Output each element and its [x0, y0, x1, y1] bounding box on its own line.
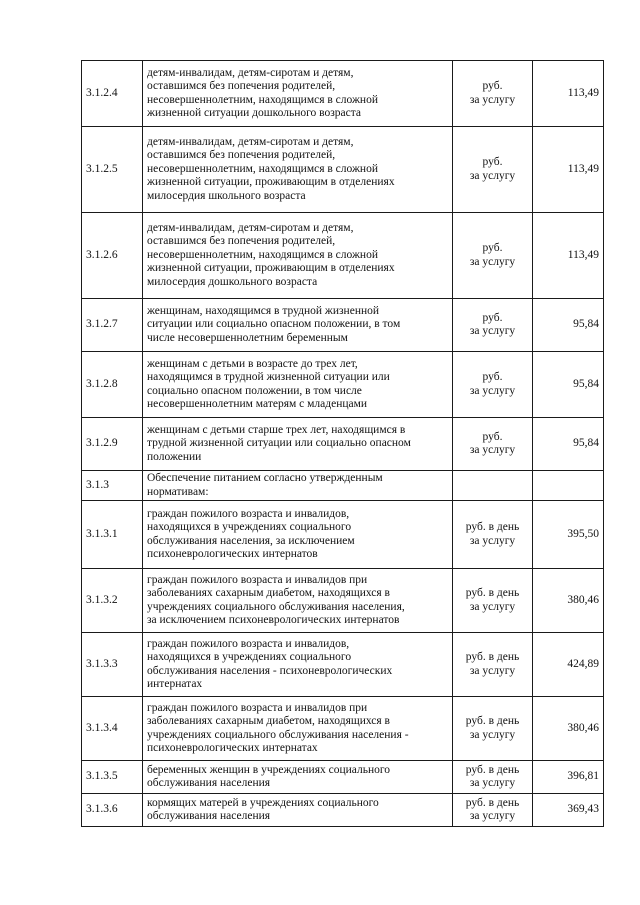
- row-unit: [453, 127, 533, 213]
- description-line: граждан пожилого возраста и инвалидов при: [147, 573, 368, 586]
- unit-line: руб.: [482, 242, 503, 254]
- table-row: [82, 61, 604, 127]
- description-line: учреждениях социального обслуживания населения,: [147, 600, 405, 613]
- description-line: кормящих матерей в учреждениях социального: [147, 796, 379, 809]
- row-code: 3.1.3.2: [82, 569, 143, 633]
- row-unit: [453, 299, 533, 352]
- unit-line: за услугу: [469, 444, 516, 456]
- table-row: [82, 794, 604, 827]
- description-line: заболеваниях сахарным диабетом, находящихся в: [147, 587, 390, 599]
- description-line: несовершеннолетним, находящимся в сложной: [147, 162, 378, 175]
- description-line: оставшимся без попечения родителей,: [147, 235, 336, 248]
- row-price: 95,84: [533, 352, 604, 418]
- description-line: психоневрологических интернатах: [147, 742, 318, 754]
- row-price: 380,46: [533, 569, 604, 633]
- description-line: обслуживания населения - психоневрологических: [147, 664, 393, 677]
- table-row: [82, 471, 604, 501]
- unit-line: за услугу: [469, 534, 516, 547]
- row-description: [143, 569, 453, 633]
- table-row: [82, 761, 604, 794]
- table-row: [82, 633, 604, 697]
- table-row: [82, 127, 604, 213]
- description-line: жизненной ситуации, проживающим в отделениях: [147, 176, 395, 189]
- unit-line: за услугу: [469, 777, 516, 789]
- unit-line: руб. в день: [465, 587, 520, 599]
- description-line: граждан пожилого возраста и инвалидов,: [147, 637, 350, 650]
- row-price: [533, 471, 604, 501]
- unit-line: за услугу: [469, 728, 516, 741]
- row-description: [143, 633, 453, 697]
- unit-line: руб.: [482, 311, 503, 324]
- table-row: [82, 213, 604, 299]
- description-line: оставшимся без попечения родителей,: [147, 80, 336, 92]
- row-price: 95,84: [533, 299, 604, 352]
- row-unit: [453, 418, 533, 471]
- table-row: [82, 418, 604, 471]
- description-line: несовершеннолетним, находящимся в сложной: [147, 248, 378, 261]
- row-unit: [453, 352, 533, 418]
- row-code: 3.1.3: [82, 471, 143, 501]
- tariff-table-body: [82, 61, 604, 827]
- unit-line: руб. в день: [465, 715, 520, 727]
- description-line: нормативам:: [147, 485, 209, 498]
- description-line: женщинам с детьми в возрасте до трех лет,: [147, 357, 358, 370]
- row-price: 396,81: [533, 761, 604, 794]
- unit-line: за услугу: [469, 384, 516, 397]
- description-line: женщинам, находящимся в трудной жизненной: [147, 304, 380, 317]
- row-code: 3.1.2.9: [82, 418, 143, 471]
- description-line: жизненной ситуации дошкольного возраста: [147, 107, 362, 119]
- row-description: [143, 697, 453, 761]
- row-code: 3.1.2.4: [82, 61, 143, 127]
- row-code: 3.1.2.8: [82, 352, 143, 418]
- row-code: 3.1.2.6: [82, 213, 143, 299]
- row-unit: [453, 61, 533, 127]
- row-unit: [453, 633, 533, 697]
- row-code: 3.1.3.5: [82, 761, 143, 794]
- tariff-table: [81, 60, 604, 827]
- description-line: обслуживания населения: [147, 810, 271, 822]
- description-line: милосердия дошкольного возраста: [147, 275, 318, 288]
- row-description: [143, 471, 453, 501]
- description-line: заболеваниях сахарным диабетом, находящихся в: [147, 715, 390, 727]
- row-price: 113,49: [533, 127, 604, 213]
- table-row: [82, 501, 604, 569]
- description-line: граждан пожилого возраста и инвалидов,: [147, 507, 350, 520]
- unit-line: за услугу: [469, 810, 516, 822]
- description-line: граждан пожилого возраста и инвалидов при: [147, 701, 368, 714]
- description-line: несовершеннолетним, находящимся в сложной: [147, 93, 378, 106]
- description-line: женщинам с детьми старше трех лет, находящимся в: [147, 423, 406, 436]
- description-line: детям-инвалидам, детям-сиротам и детям,: [147, 66, 354, 79]
- description-line: находящихся в учреждениях социального: [147, 651, 352, 663]
- unit-line: руб. в день: [465, 651, 520, 663]
- description-line: числе несовершеннолетним беременным: [147, 331, 348, 344]
- row-unit: [453, 569, 533, 633]
- description-line: жизненной ситуации, проживающим в отделениях: [147, 262, 395, 275]
- unit-line: руб.: [482, 430, 503, 443]
- row-unit: [453, 794, 533, 827]
- row-code: 3.1.2.5: [82, 127, 143, 213]
- unit-line: за услугу: [469, 664, 516, 677]
- unit-line: руб. в день: [465, 521, 520, 533]
- table-row: [82, 299, 604, 352]
- description-line: беременных женщин в учреждениях социального: [147, 763, 391, 776]
- description-line: находящихся в учреждениях социального: [147, 521, 352, 533]
- row-code: 3.1.3.6: [82, 794, 143, 827]
- description-line: Обеспечение питанием согласно утвержденным: [147, 472, 383, 484]
- unit-line: за услугу: [469, 255, 516, 268]
- row-description: [143, 61, 453, 127]
- row-description: [143, 761, 453, 794]
- description-line: положении: [147, 450, 202, 463]
- row-description: [143, 213, 453, 299]
- row-code: 3.1.3.4: [82, 697, 143, 761]
- row-price: 369,43: [533, 794, 604, 827]
- description-line: ситуации или социально опасном положении, в том: [147, 318, 401, 331]
- description-line: несовершеннолетним матерям с младенцами: [147, 398, 368, 410]
- row-description: [143, 352, 453, 418]
- unit-line: руб. в день: [465, 796, 520, 809]
- unit-line: за услугу: [469, 93, 516, 106]
- description-line: обслуживания населения, за исключением: [147, 534, 355, 547]
- description-line: милосердия школьного возраста: [147, 189, 306, 202]
- row-price: 113,49: [533, 213, 604, 299]
- unit-line: руб.: [482, 80, 503, 92]
- unit-line: за услугу: [469, 325, 516, 337]
- row-unit: [453, 471, 533, 501]
- description-line: находящимся в трудной жизненной ситуации или: [147, 371, 390, 383]
- row-unit: [453, 761, 533, 794]
- row-description: [143, 127, 453, 213]
- table-row: [82, 697, 604, 761]
- row-price: 95,84: [533, 418, 604, 471]
- row-price: 380,46: [533, 697, 604, 761]
- row-description: [143, 299, 453, 352]
- row-description: [143, 794, 453, 827]
- row-price: 395,50: [533, 501, 604, 569]
- description-line: детям-инвалидам, детям-сиротам и детям,: [147, 221, 354, 234]
- table-row: [82, 352, 604, 418]
- description-line: интернатах: [147, 678, 203, 690]
- row-unit: [453, 697, 533, 761]
- row-price: 424,89: [533, 633, 604, 697]
- unit-line: руб.: [482, 371, 503, 383]
- description-line: учреждениях социального обслуживания населения -: [147, 728, 409, 741]
- description-line: детям-инвалидам, детям-сиротам и детям,: [147, 135, 354, 148]
- description-line: трудной жизненной ситуации или социально опасном: [147, 437, 411, 450]
- description-line: оставшимся без попечения родителей,: [147, 149, 336, 162]
- row-unit: [453, 213, 533, 299]
- row-description: [143, 418, 453, 471]
- row-code: 3.1.3.1: [82, 501, 143, 569]
- table-row: [82, 569, 604, 633]
- description-line: социально опасном положении, в том числе: [147, 384, 362, 397]
- unit-line: за услугу: [469, 169, 516, 182]
- row-description: [143, 501, 453, 569]
- unit-line: за услугу: [469, 600, 516, 613]
- unit-line: руб. в день: [465, 763, 520, 776]
- row-code: 3.1.3.3: [82, 633, 143, 697]
- unit-line: руб.: [482, 156, 503, 168]
- row-code: 3.1.2.7: [82, 299, 143, 352]
- row-unit: [453, 501, 533, 569]
- description-line: психоневрологических интернатов: [147, 548, 318, 560]
- description-line: за исключением психоневрологических интернатов: [147, 614, 400, 626]
- row-price: 113,49: [533, 61, 604, 127]
- description-line: обслуживания населения: [147, 777, 271, 789]
